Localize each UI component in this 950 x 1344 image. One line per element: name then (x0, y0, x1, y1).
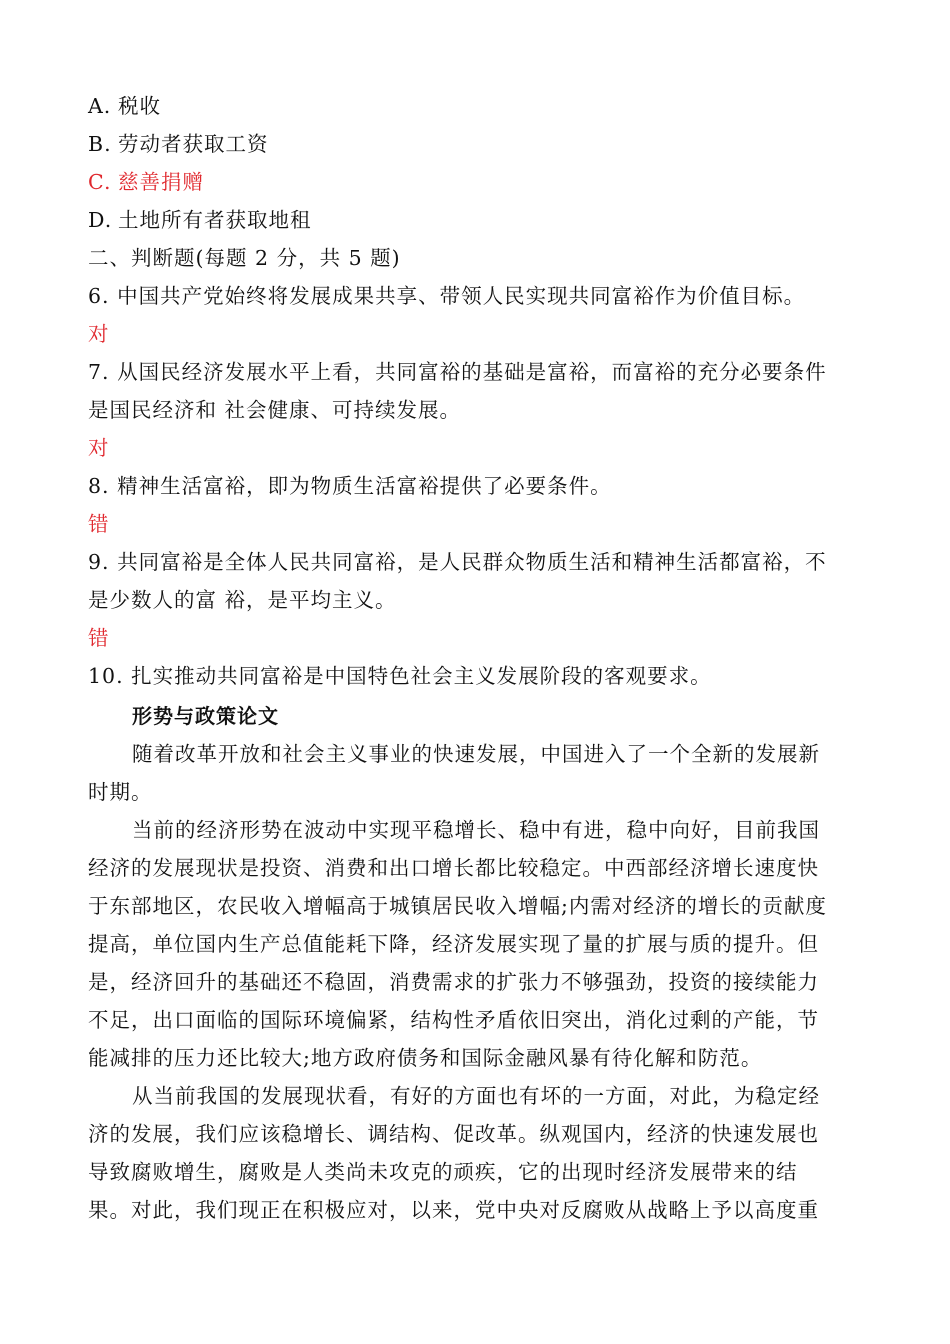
answer-8: 错 (88, 512, 110, 536)
option-c (88, 169, 204, 195)
option-d (88, 207, 312, 233)
answer-6: 对 (88, 322, 110, 346)
question-7-line-1: 7. 从国民经济发展水平上看，共同富裕的基础是富裕，而富裕的充分必要条件 (88, 360, 827, 384)
section-heading: 二、判断题(每题 2 分，共 5 题) (88, 246, 401, 270)
paragraph-2-line: 于东部地区，农民收入增幅高于城镇居民收入增幅;内需对经济的增长的贡献度 (88, 894, 827, 918)
answer-7: 对 (88, 436, 110, 460)
paragraph-2-line: 提高，单位国内生产总值能耗下降，经济发展实现了量的扩展与质的提升。但 (88, 932, 819, 956)
paragraph-2-line: 当前的经济形势在波动中实现平稳增长、稳中有进，稳中向好，目前我国 (132, 818, 820, 842)
option-label: D. (88, 208, 113, 232)
essay-title: 形势与政策论文 (132, 704, 279, 728)
option-text: 土地所有者获取地租 (118, 208, 312, 232)
question-9-line-2: 是少数人的富 裕，是平均主义。 (88, 588, 397, 612)
option-label: C. (88, 170, 112, 194)
paragraph-2-line: 不足，出口面临的国际环境偏紧，结构性矛盾依旧突出，消化过剩的产能，节 (88, 1008, 819, 1032)
option-label: A. (88, 94, 112, 118)
answer-9: 错 (88, 626, 110, 650)
paragraph-2-line: 是，经济回升的基础还不稳固，消费需求的扩张力不够强劲，投资的接续能力 (88, 970, 819, 994)
option-text: 劳动者获取工资 (118, 132, 269, 156)
paragraph-2-line: 能减排的压力还比较大;地方政府债务和国际金融风暴有待化解和防范。 (88, 1046, 763, 1070)
paragraph-3-line: 导致腐败增生，腐败是人类尚未攻克的顽疾，它的出现时经济发展带来的结 (88, 1160, 798, 1184)
paragraph-3-line: 果。对此，我们现正在积极应对，以来，党中央对反腐败从战略上予以高度重 (88, 1198, 819, 1222)
paragraph-2-line: 经济的发展现状是投资、消费和出口增长都比较稳定。中西部经济增长速度快 (88, 856, 819, 880)
question-7-line-2: 是国民经济和 社会健康、可持续发展。 (88, 398, 462, 422)
option-label: B. (88, 132, 112, 156)
question-8: 8. 精神生活富裕，即为物质生活富裕提供了必要条件。 (88, 474, 612, 498)
paragraph-1-line: 随着改革开放和社会主义事业的快速发展，中国进入了一个全新的发展新 (132, 742, 820, 766)
option-text-highlighted: 慈善捐赠 (118, 170, 204, 194)
option-a (88, 93, 161, 119)
option-b (88, 131, 269, 157)
question-6: 6. 中国共产党始终将发展成果共享、带领人民实现共同富裕作为价值目标。 (88, 284, 806, 308)
option-text: 税收 (118, 94, 161, 118)
question-9-line-1: 9. 共同富裕是全体人民共同富裕，是人民群众物质生活和精神生活都富裕，不 (88, 550, 827, 574)
question-10: 10. 扎实推动共同富裕是中国特色社会主义发展阶段的客观要求。 (88, 664, 712, 688)
paragraph-3-line: 从当前我国的发展现状看，有好的方面也有坏的一方面，对此，为稳定经 (132, 1084, 820, 1108)
paragraph-1-line: 时期。 (88, 780, 153, 804)
paragraph-3-line: 济的发展，我们应该稳增长、调结构、促改革。纵观国内，经济的快速发展也 (88, 1122, 819, 1146)
